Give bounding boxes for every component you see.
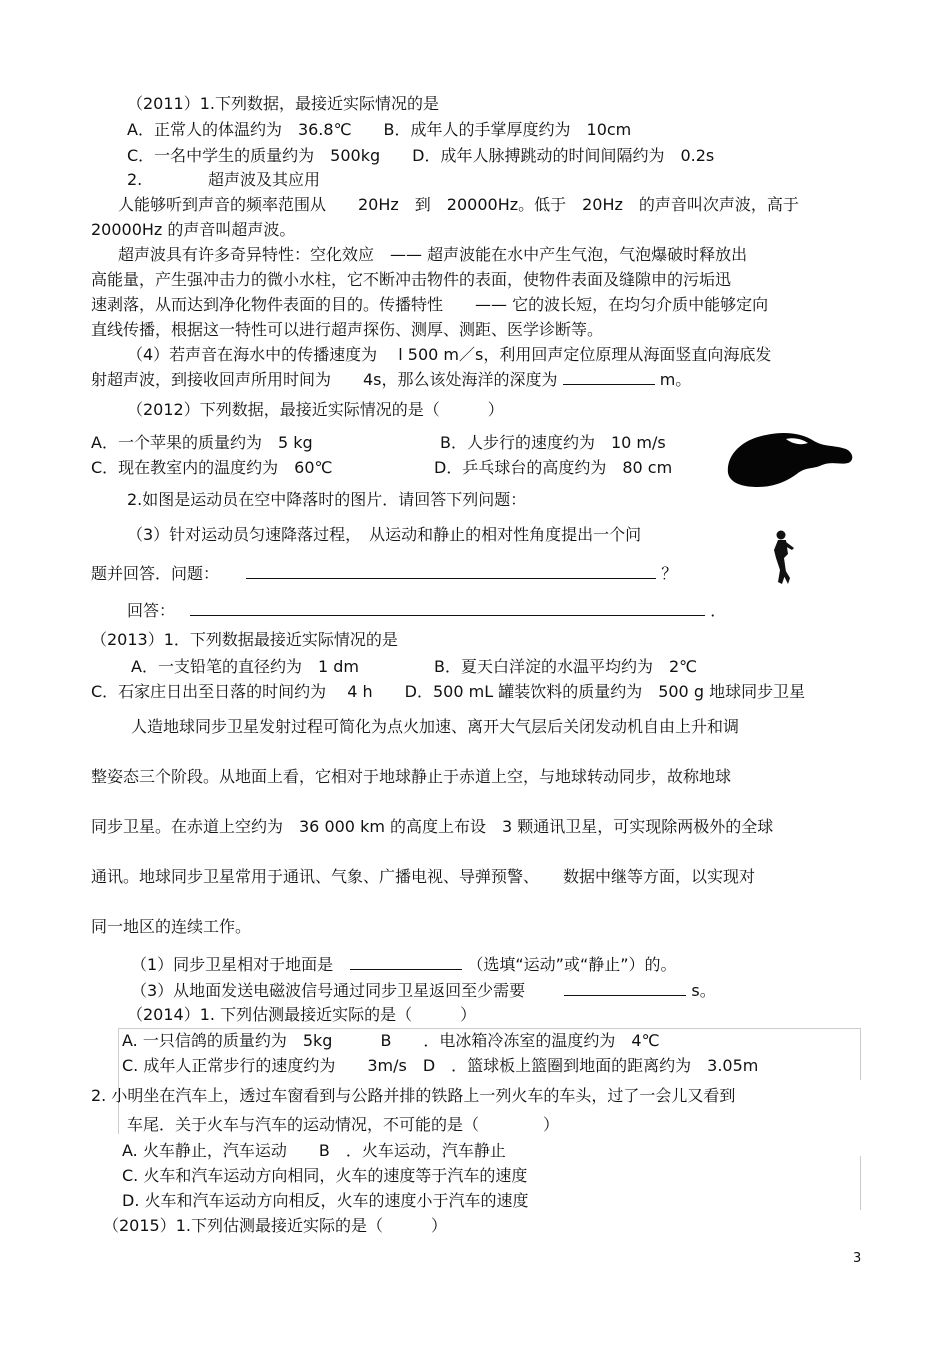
question-label: 题并回答．问题： xyxy=(91,564,220,583)
line-2013-q1: （2013）1．下列数据最接近实际情况的是 xyxy=(91,630,398,649)
question-line xyxy=(131,980,716,1002)
question-line xyxy=(131,954,677,976)
line-2015-q1: （2015）1.下列估测最接近实际的是（ ） xyxy=(103,1216,447,1235)
answer-blank xyxy=(190,601,705,616)
options-cd: C. 成年人正常步行的速度约为 3m/s D ．篮球板上篮圈到地面的距离约为 3.05m xyxy=(122,1056,759,1075)
skydiver-image xyxy=(768,528,798,590)
option-c: C. 火车和汽车运动方向相同，火车的速度等于汽车的速度 xyxy=(122,1166,528,1185)
paragraph-line: 整姿态三个阶段。从地面上看，它相对于地球静止于赤道上空，与地球转动同步，故称地球 xyxy=(91,767,732,786)
option-a: A．一个苹果的质量约为 5 kg xyxy=(91,433,313,452)
line-2011-q1: （2011）1.下列数据，最接近实际情况的是 xyxy=(127,94,439,113)
option-d: D．乒乓球台的高度约为 80 cm xyxy=(434,458,673,477)
paragraph-line: 通讯。地球同步卫星常用于通讯、气象、广播电视、导弹预警、 数据中继等方面，以实现对 xyxy=(91,867,756,886)
paragraph-line: 速剥落，从而达到净化物件表面的目的。传播特性 —— 它的波长短，在均匀介质中能够定向 xyxy=(91,295,769,314)
table-rule xyxy=(860,1156,861,1210)
option-ab: A. 火车静止，汽车运动 B ．火车运动，汽车静止 xyxy=(122,1141,506,1160)
question-text: （选填“运动”或“静止”）的。 xyxy=(467,955,677,974)
paragraph-line: 人能够听到声音的频率范围从 20Hz 到 20000Hz。低于 20Hz 的声音叫次声波，高于 xyxy=(118,195,799,214)
line-2012-q: （2012）下列数据，最接近实际情况的是（ ） xyxy=(127,400,504,419)
line-2011-cd: C．一名中学生的质量约为 500kg D．成年人脉搏跳动的时间间隔约为 0.2s xyxy=(127,146,715,165)
question-line: （4）若声音在海水中的传播速度为 l 500 m／s，利用回声定位原理从海面竖直向海底发 xyxy=(127,345,772,364)
section-title: 超声波及其应用 xyxy=(208,170,321,189)
option-d: D. 火车和汽车运动方向相反，火车的速度小于汽车的速度 xyxy=(122,1191,529,1210)
question-line: 2. 小明坐在汽车上，透过车窗看到与公路并排的铁路上一列火车的车头，过了一会儿又看到 xyxy=(91,1086,736,1105)
line-2012-q2: 2.如图是运动员在空中降落时的图片．请回答下列问题： xyxy=(127,490,527,509)
question-line xyxy=(91,369,691,391)
question-line: 车尾．关于火车与汽车的运动情况，不可能的是（ ） xyxy=(127,1115,560,1134)
paragraph-line: 超声波具有许多奇异特性：空化效应 —— 超声波能在水中产生气泡，气泡爆破时释放出 xyxy=(118,245,748,264)
option-c: C．现在教室内的温度约为 60℃ xyxy=(91,458,333,477)
table-rule xyxy=(118,1028,119,1134)
answer-line xyxy=(127,600,726,622)
option-b: B．夏天白洋淀的水温平均约为 2℃ xyxy=(434,657,698,676)
answer-label: 回答： xyxy=(127,601,176,620)
paragraph-line: 20000Hz 的声音叫超声波。 xyxy=(91,220,296,239)
unit-text: m。 xyxy=(659,370,692,389)
period: ． xyxy=(710,601,727,620)
line-section-number: 2. xyxy=(127,170,143,189)
paragraph-line: 直线传播，根据这一特性可以进行超声探伤、测厚、测距、医学诊断等。 xyxy=(91,320,604,339)
paragraph-line: 同一地区的连续工作。 xyxy=(91,917,252,936)
question-text: 射超声波，到接收回声所用时间为 4s，那么该处海洋的深度为 xyxy=(91,370,558,389)
table-rule xyxy=(118,1028,860,1029)
answer-blank xyxy=(350,955,462,970)
question-line: （3）针对运动员匀速降落过程， 从运动和静止的相对性角度提出一个问 xyxy=(127,525,642,544)
parachute-image xyxy=(722,425,858,497)
answer-blank xyxy=(563,370,655,385)
paragraph-line: 人造地球同步卫星发射过程可简化为点火加速、离开大气层后关闭发动机自由上升和调 xyxy=(131,717,740,736)
options-cd: C．石家庄日出至日落的时间约为 4 h D．500 mL 罐装饮料的质量约为 500 g 地球同步卫星 xyxy=(91,682,806,701)
question-line xyxy=(91,563,677,585)
question-text: （3）从地面发送电磁波信号通过同步卫星返回至少需要 xyxy=(131,981,526,1000)
line-2014-q1: （2014）1. 下列估测最接近实际的是（ ） xyxy=(127,1005,477,1024)
paragraph-line: 高能量，产生强冲击力的微小水柱，它不断冲击物件的表面，使物件表面及缝隙申的污垢迅 xyxy=(91,270,732,289)
question-text: （1）同步卫星相对于地面是 xyxy=(131,955,334,974)
page-number: 3 xyxy=(853,1251,862,1266)
table-rule xyxy=(860,1028,861,1080)
question-mark: ？ xyxy=(661,564,678,583)
option-a: A．一支铅笔的直径约为 1 dm xyxy=(131,657,359,676)
option-b: B．人步行的速度约为 10 m/s xyxy=(440,433,666,452)
unit-text: s。 xyxy=(691,981,716,1000)
line-2011-ab: A．正常人的体温约为 36.8℃ B．成年人的手掌厚度约为 10cm xyxy=(127,120,632,139)
answer-blank xyxy=(564,981,686,996)
answer-blank xyxy=(246,564,656,579)
paragraph-line: 同步卫星。在赤道上空约为 36 000 km 的高度上布设 3 颗通讯卫星，可实现除两极外的全球 xyxy=(91,817,774,836)
options-ab: A. 一只信鸽的质量约为 5kg B ．电冰箱冷冻室的温度约为 4℃ xyxy=(122,1031,660,1050)
